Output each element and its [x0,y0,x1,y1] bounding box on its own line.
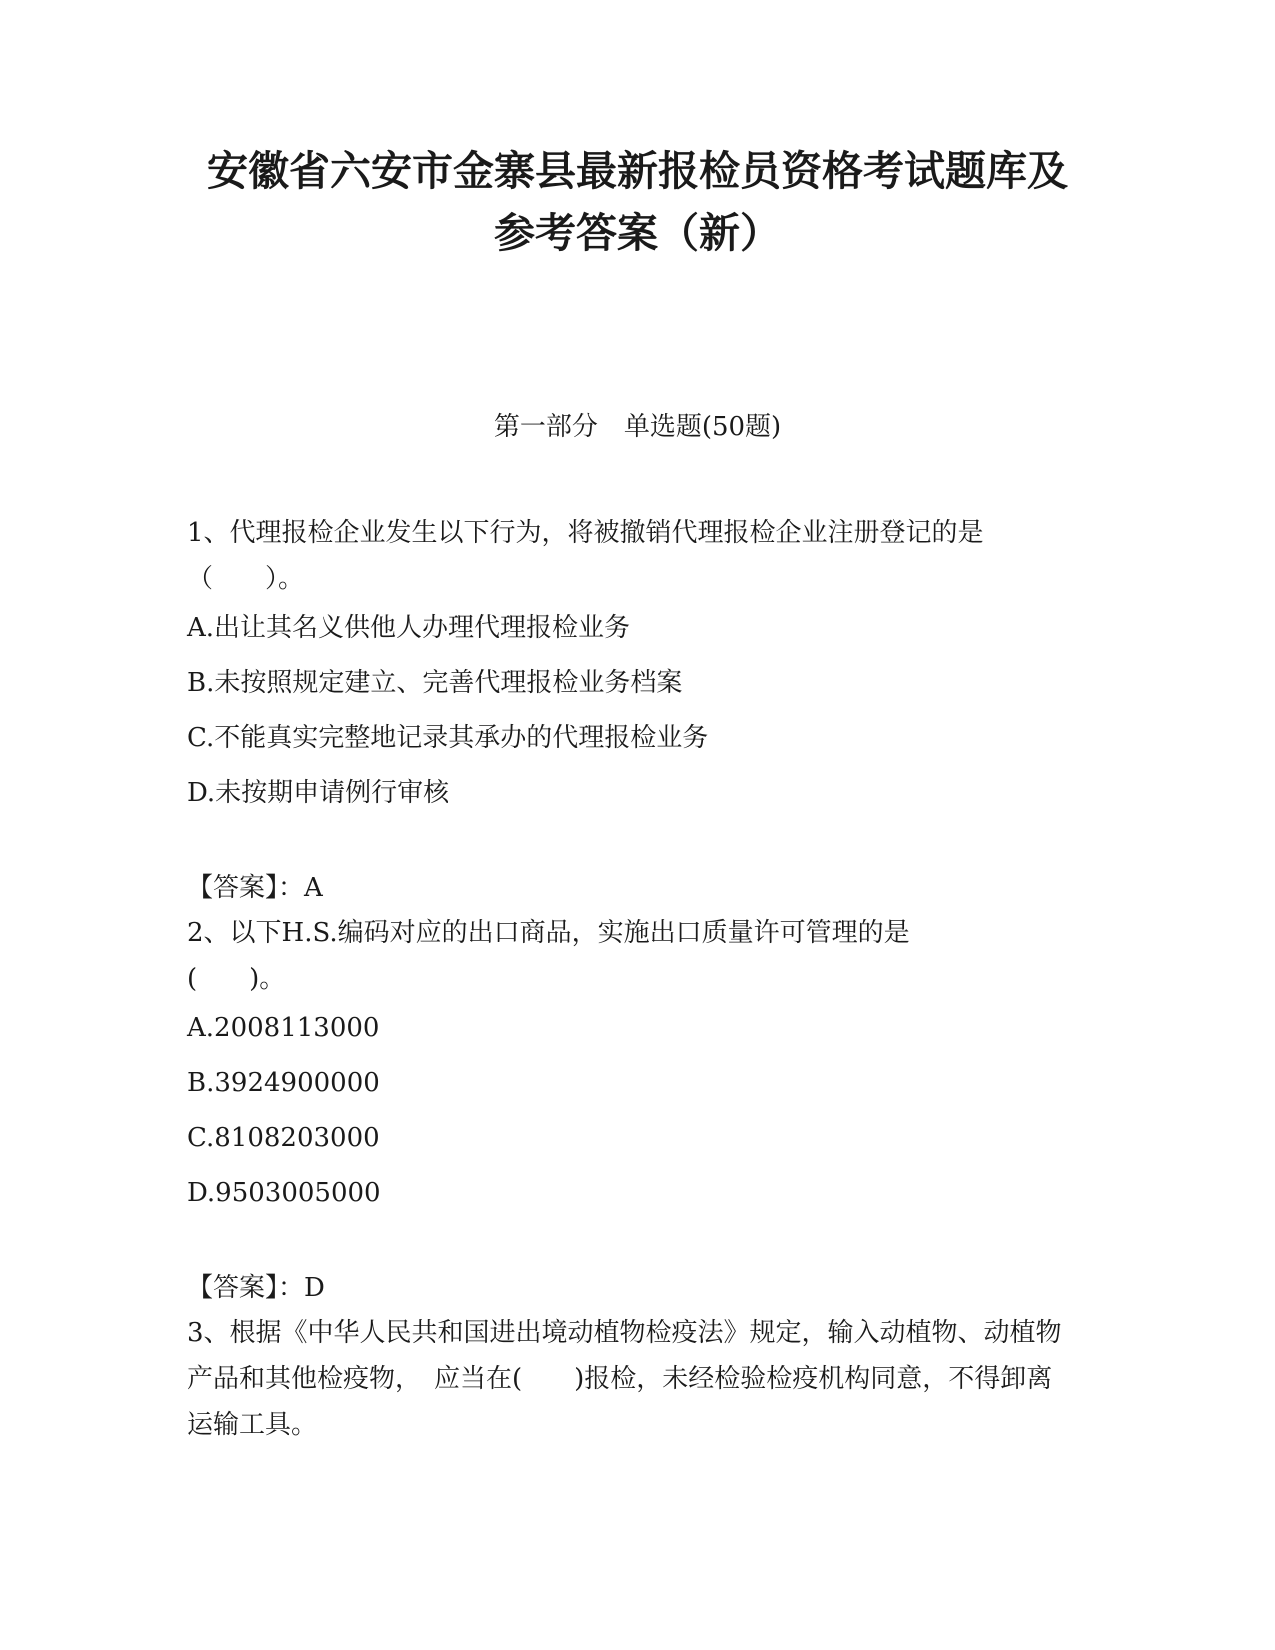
question-1-option-a: A.出让其名义供他人办理代理报检业务 [187,613,631,643]
question-1 [187,510,1077,906]
question-1-answer: 【答案】：A [187,873,323,903]
question-2 [187,910,1077,1306]
question-1-stem: 1、代理报检企业发生以下行为，将被撤销代理报检企业注册登记的是（ ）。 [187,518,984,594]
title-line-1: 安徽省六安市金寨县最新报检员资格考试题库及 [207,147,1068,195]
document-title [0,140,1275,264]
question-3-stem: 3、根据《中华人民共和国进出境动植物检疫法》规定，输入动植物、动植物产品和其他检疫物， 应当在( )报检，未经检验检疫机构同意，不得卸离运输工具。 [187,1318,1062,1440]
question-2-option-d: D.9503005000 [187,1178,381,1208]
question-2-option-a: A.2008113000 [187,1013,380,1043]
question-1-option-d: D.未按期申请例行审核 [187,778,450,808]
question-1-option-c: C.不能真实完整地记录其承办的代理报检业务 [187,723,709,753]
question-2-stem: 2、以下H.S.编码对应的出口商品，实施出口质量许可管理的是( )。 [187,918,910,994]
title-line-2: 参考答案（新） [494,209,781,257]
question-2-option-c: C.8108203000 [187,1123,380,1153]
question-2-answer: 【答案】：D [187,1273,325,1303]
question-1-option-b: B.未按照规定建立、完善代理报检业务档案 [187,668,683,698]
question-list [187,510,1077,1456]
question-3 [187,1310,1077,1448]
section-heading: 第一部分 单选题(50题) [493,412,782,442]
question-2-option-b: B.3924900000 [187,1068,380,1098]
